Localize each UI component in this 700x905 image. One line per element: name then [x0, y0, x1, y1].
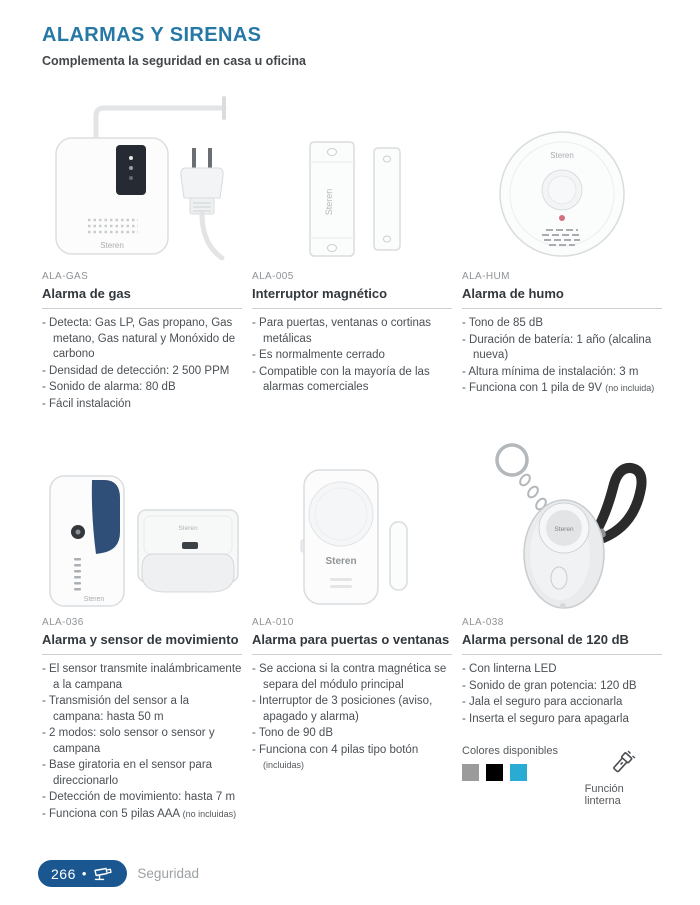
- feature-note: (incluidas): [263, 760, 305, 770]
- feature-item: - Densidad de detección: 2 500 PPM: [42, 364, 242, 380]
- product-code: ALA-005: [252, 271, 294, 282]
- feature-list: [42, 316, 242, 412]
- feature-item: - Fácil instalación: [42, 397, 242, 413]
- product-name: Interruptor magnético: [252, 286, 388, 301]
- divider: [462, 654, 662, 655]
- flashlight-label: Función linterna: [584, 783, 624, 807]
- product-extras: [462, 745, 662, 807]
- sensor-lens: [142, 554, 234, 592]
- page-title: ALARMAS Y SIRENAS: [42, 24, 262, 46]
- chain-link: [518, 473, 532, 487]
- product-image-gas-alarm: [42, 86, 242, 268]
- product-card-ala-010: [252, 438, 452, 775]
- plug-prong: [192, 148, 196, 168]
- chime-accent-panel: [92, 480, 120, 554]
- feature-item: - Detecta: Gas LP, Gas propano, Gas metano, Gas natural y Monóxido de carbono: [42, 316, 242, 363]
- divider: [42, 308, 242, 309]
- available-colors: [462, 745, 573, 781]
- divider: [252, 654, 452, 655]
- feature-list: [462, 316, 662, 397]
- feature-note: (no incluida): [605, 383, 655, 393]
- feature-item: - Es normalmente cerrado: [252, 348, 452, 364]
- feature-list: [42, 662, 242, 822]
- led-indicator: [559, 215, 565, 221]
- screw-hole: [384, 156, 391, 162]
- alarm-button: [551, 567, 567, 589]
- feature-list: [252, 316, 452, 396]
- divider: [462, 308, 662, 309]
- feature-item: - Con linterna LED: [462, 662, 662, 678]
- feature-list: [252, 662, 452, 774]
- gas-alarm-illustration: [42, 82, 242, 262]
- flashlight-feature: [585, 749, 662, 807]
- feature-item: - Interruptor de 3 posiciones (aviso, apagado y alarma): [252, 694, 452, 725]
- door-alarm-illustration: [252, 464, 452, 610]
- brand-logo: Steren: [100, 241, 124, 250]
- page-header: [42, 24, 306, 68]
- magnetic-switch-illustration: [252, 136, 452, 262]
- brand-logo: Steren: [83, 596, 105, 603]
- personal-alarm-illustration: [462, 436, 662, 610]
- feature-item: - Detección de movimiento: hasta 7 m: [42, 790, 242, 806]
- screw-hole: [384, 236, 391, 242]
- feature-item: - Altura mínima de instalación: 3 m: [462, 365, 662, 381]
- feature-item: - Base giratoria en el sensor para direccionarlo: [42, 758, 242, 789]
- feature-item: - Funciona con 4 pilas tipo botón (incluidas): [252, 743, 452, 774]
- category-label: Seguridad: [137, 866, 199, 881]
- feature-item: - Sonido de gran potencia: 120 dB: [462, 679, 662, 695]
- separator-dot: •: [81, 866, 87, 881]
- feature-item: - Funciona con 1 pila de 9V (no incluida): [462, 381, 662, 397]
- feature-item: - Duración de batería: 1 año (alcalina nueva): [462, 333, 662, 364]
- feature-item: - Inserta el seguro para apagarla: [462, 712, 662, 728]
- swatch-row: [462, 764, 573, 781]
- feature-item: - Tono de 85 dB: [462, 316, 662, 332]
- product-name: Alarma de humo: [462, 286, 564, 301]
- plug-prong: [208, 148, 212, 168]
- product-code: ALA-HUM: [462, 271, 510, 282]
- divider: [252, 308, 452, 309]
- power-cord: [96, 108, 224, 142]
- sensor-led-window: [182, 542, 198, 549]
- smoke-alarm-illustration: [462, 128, 662, 262]
- product-code: ALA-038: [462, 617, 504, 628]
- feature-item: - El sensor transmite inalámbricamente a la campana: [42, 662, 242, 693]
- product-code: ALA-036: [42, 617, 84, 628]
- page-footer: [38, 860, 199, 887]
- product-card-ala-gas: [42, 86, 242, 413]
- feature-item: - 2 modos: solo sensor o sensor y campana: [42, 726, 242, 757]
- brand-logo: Steren: [325, 556, 357, 567]
- color-swatch-gray: [462, 764, 479, 781]
- color-swatch-black: [486, 764, 503, 781]
- security-camera-icon: [92, 866, 114, 882]
- product-card-ala-005: [252, 86, 452, 397]
- flashlight-icon: [609, 749, 637, 777]
- feature-item: - Funciona con 5 pilas AAA (no incluidas): [42, 807, 242, 823]
- motion-sensor-illustration: [42, 470, 242, 610]
- page-number: 266: [51, 865, 76, 882]
- color-swatch-cyan: [510, 764, 527, 781]
- feature-item: - Tono de 90 dB: [252, 726, 452, 742]
- product-name: Alarma para puertas o ventanas: [252, 632, 450, 647]
- wrist-strap: [597, 468, 642, 540]
- product-name: Alarma personal de 120 dB: [462, 632, 629, 647]
- product-image-magnetic-switch: [252, 86, 452, 268]
- divider: [42, 654, 242, 655]
- keyring: [497, 445, 527, 475]
- product-name: Alarma de gas: [42, 286, 131, 301]
- feature-note: (no incluidas): [182, 808, 237, 819]
- product-image-smoke-alarm: [462, 86, 662, 268]
- feature-item: - Jala el seguro para accionarla: [462, 695, 662, 711]
- feature-item: - Transmisión del sensor a la campana: hasta 50 m: [42, 694, 242, 725]
- feature-item: - Sonido de alarma: 80 dB: [42, 380, 242, 396]
- colors-label: Colores disponibles: [462, 745, 558, 757]
- product-image-door-alarm: [252, 438, 452, 614]
- product-name: Alarma y sensor de movimiento: [42, 632, 239, 647]
- product-image-motion-sensor: [42, 438, 242, 614]
- product-card-ala-hum: [462, 86, 662, 398]
- brand-logo: Steren: [554, 526, 574, 533]
- plug-body: [181, 168, 223, 198]
- feature-item: - Para puertas, ventanas o cortinas metálicas: [252, 316, 452, 347]
- product-card-ala-036: [42, 438, 242, 823]
- brand-logo: Steren: [550, 151, 574, 160]
- page-subtitle: Complementa la seguridad en casa u oficina: [42, 54, 306, 68]
- chime-slots: [74, 558, 81, 561]
- product-code: ALA-GAS: [42, 271, 89, 282]
- page-number-pill: [38, 860, 127, 887]
- feature-item: - Compatible con la mayoría de las alarmas comerciales: [252, 365, 452, 396]
- device-body: [56, 138, 168, 254]
- feature-list: [462, 662, 662, 727]
- screw-hole: [328, 245, 337, 252]
- brand-logo: Steren: [178, 525, 198, 532]
- brand-logo: Steren: [324, 188, 334, 216]
- speaker: [309, 482, 373, 546]
- product-image-personal-alarm: [462, 438, 662, 614]
- product-code: ALA-010: [252, 617, 294, 628]
- product-card-ala-038: [462, 438, 662, 807]
- magnet-bar: [390, 522, 407, 590]
- screw-hole: [328, 149, 337, 156]
- magnet-body: [374, 148, 400, 250]
- feature-item: - Se acciona si la contra magnética se separa del módulo principal: [252, 662, 452, 693]
